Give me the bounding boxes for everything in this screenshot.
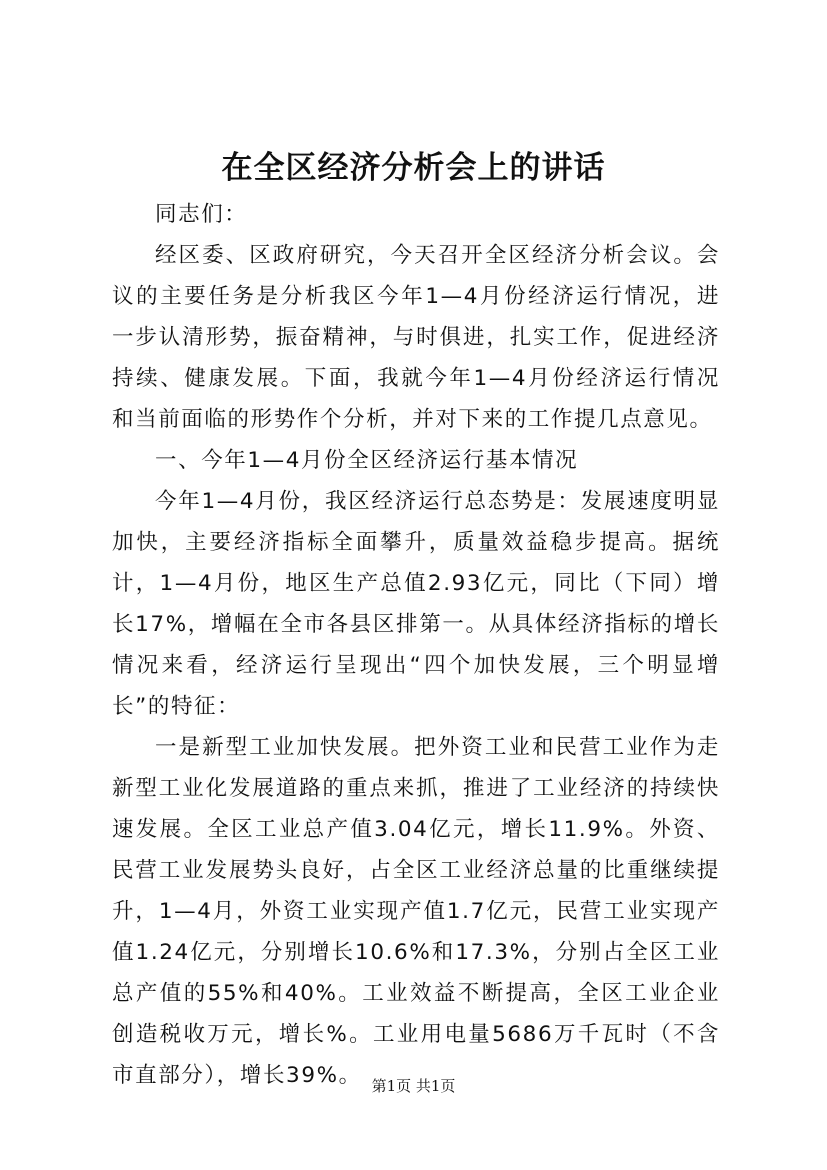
page-number-footer: 第1页 共1页 <box>371 1077 456 1095</box>
document-title: 在全区经济分析会上的讲话 <box>221 150 606 186</box>
paragraph-intro: 经区委、区政府研究，今天召开全区经济分析会议。会议的主要任务是分析我区今年1—4月份经济运行情况，进一步认清形势，振奋精神，与时俱进，扎实工作，促进经济持续、健康发展。下面，我就今年1—4月份经济运行情况和当前面临的形势作个分析，并对下来的工作提几点意见。 <box>112 243 720 432</box>
paragraph-industry: 一是新型工业加快发展。把外资工业和民营工业作为走新型工业化发展道路的重点来抓，推进了工业经济的持续快速发展。全区工业总产值3.04亿元，增长11.9%。外资、民营工业发展势头良好，占全区工业经济总量的比重继续提升，1—4月，外资工业实现产值1.7亿元，民营工业实现产值1.24亿元，分别增长10.6%和17.3%，分别占全区工业总产值的55%和40%。工业效益不断提高，全区工业企业创造税收万元，增长%。工业用电量5686万千瓦时（不含市直部分），增长39%。 <box>112 735 720 1088</box>
document-body <box>112 194 720 1096</box>
salutation: 同志们： <box>155 202 248 227</box>
paragraph-overview: 今年1—4月份，我区经济运行总态势是：发展速度明显加快，主要经济指标全面攀升，质量效益稳步提高。据统计，1—4月份，地区生产总值2.93亿元，同比（下同）增长17%，增幅在全市各县区排第一。从具体经济指标的增长情况来看，经济运行呈现出“四个加快发展，三个明显增长”的特征： <box>112 489 720 719</box>
section-heading: 一、今年1—4月份全区经济运行基本情况 <box>155 448 579 473</box>
